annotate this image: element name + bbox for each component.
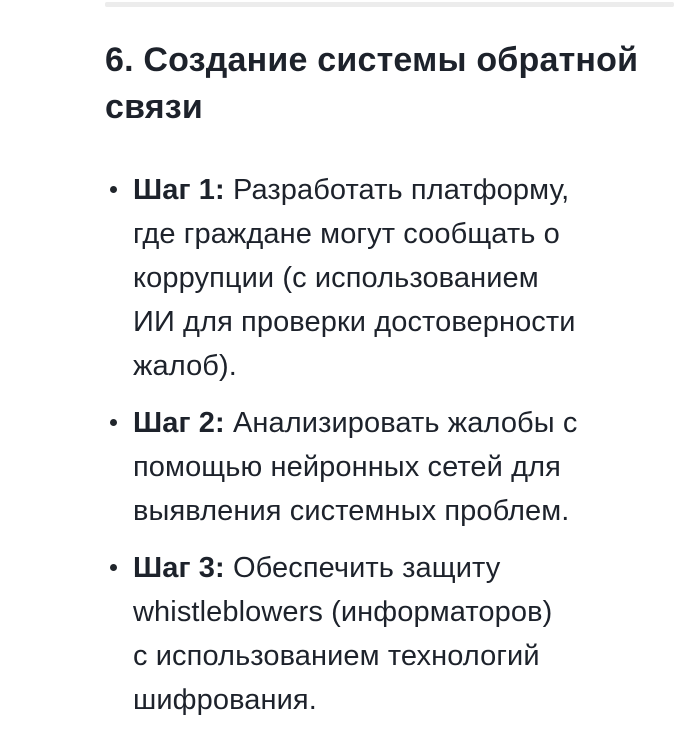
step-label: Шаг 3: <box>133 552 225 584</box>
steps-list <box>105 168 685 722</box>
top-divider <box>105 2 674 7</box>
step-text <box>133 546 685 722</box>
list-item <box>105 546 685 722</box>
bullet-icon <box>110 186 117 193</box>
step-label: Шаг 1: <box>133 174 225 206</box>
step-body: Обеспечить защиту whistleblowers (информаторов) с использованием технологий шифрования. <box>133 552 553 716</box>
bullet-icon <box>110 419 117 426</box>
list-item <box>105 168 685 388</box>
list-item <box>105 401 685 533</box>
step-label: Шаг 2: <box>133 407 225 439</box>
step-body: Разработать платформу, где граждане могут сообщать о коррупции (с использованием ИИ для проверки достоверности жалоб). <box>133 174 576 382</box>
step-body: Анализировать жалобы с помощью нейронных сетей для выявления системных проблем. <box>133 407 578 527</box>
section-heading: 6. Создание системы обратной связи <box>105 41 639 126</box>
bullet-icon <box>110 564 117 571</box>
step-text <box>133 401 685 533</box>
step-text <box>133 168 685 388</box>
